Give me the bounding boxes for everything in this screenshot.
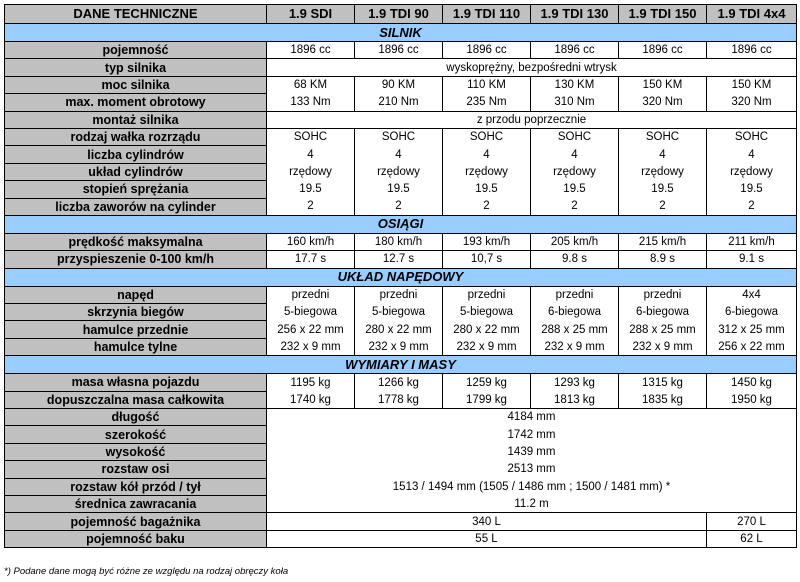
- table-row: [5, 478, 797, 495]
- table-row: [5, 409, 797, 426]
- table-cell: 180 km/h: [355, 233, 443, 250]
- header-cell: 1.9 TDI 130: [531, 5, 619, 24]
- table-cell: SOHC: [443, 128, 531, 145]
- table-cell: przedni: [531, 286, 619, 303]
- table-cell-merged: wyskoprężny, bezpośredni wtrysk: [267, 59, 797, 76]
- table-cell: 19.5: [443, 181, 531, 198]
- table-cell: 1778 kg: [355, 391, 443, 408]
- row-label: liczba zaworów na cylinder: [5, 198, 267, 215]
- table-cell: 215 km/h: [619, 233, 707, 250]
- table-row: [5, 163, 797, 180]
- row-label: rozstaw osi: [5, 461, 267, 478]
- table-cell: 1835 kg: [619, 391, 707, 408]
- table-cell: 270 L: [707, 513, 797, 530]
- table-cell: 1450 kg: [707, 374, 797, 391]
- header-cell: 1.9 SDI: [267, 5, 355, 24]
- table-cell: 19.5: [267, 181, 355, 198]
- table-row: [5, 495, 797, 512]
- header-cell: 1.9 TDI 150: [619, 5, 707, 24]
- table-row: [5, 181, 797, 198]
- table-row: [5, 513, 797, 530]
- table-row: [5, 374, 797, 391]
- row-label: przyspieszenie 0-100 km/h: [5, 251, 267, 268]
- row-label: typ silnika: [5, 59, 267, 76]
- table-cell: 232 x 9 mm: [531, 338, 619, 355]
- table-cell: SOHC: [355, 128, 443, 145]
- table-row: [5, 391, 797, 408]
- section-title-silnik: SILNIK: [5, 24, 797, 42]
- table-cell: 1293 kg: [531, 374, 619, 391]
- table-cell: 256 x 22 mm: [707, 338, 797, 355]
- table-row: [5, 233, 797, 250]
- row-label: stopień sprężania: [5, 181, 267, 198]
- table-cell: 288 x 25 mm: [619, 321, 707, 338]
- table-row: [5, 59, 797, 76]
- table-cell: 6-biegowa: [531, 304, 619, 321]
- row-label: max. moment obrotowy: [5, 94, 267, 111]
- row-label: skrzynia biegów: [5, 304, 267, 321]
- table-row: [5, 321, 797, 338]
- table-cell: 1195 kg: [267, 374, 355, 391]
- header-cell: 1.9 TDI 90: [355, 5, 443, 24]
- table-cell: 256 x 22 mm: [267, 321, 355, 338]
- table-cell: rzędowy: [707, 163, 797, 180]
- table-cell: rzędowy: [355, 163, 443, 180]
- row-label: moc silnika: [5, 76, 267, 93]
- table-cell: 1896 cc: [267, 42, 355, 59]
- footnote: *) Podane dane mogą być różne ze względu na rodzaj obręczy koła: [4, 566, 289, 577]
- section-row: [5, 356, 797, 374]
- table-cell: 19.5: [619, 181, 707, 198]
- table-cell: 1266 kg: [355, 374, 443, 391]
- table-cell: 160 km/h: [267, 233, 355, 250]
- table-cell: SOHC: [531, 128, 619, 145]
- row-label: napęd: [5, 286, 267, 303]
- table-cell-merged: 55 L: [267, 530, 707, 547]
- table-cell: 1259 kg: [443, 374, 531, 391]
- table-row: [5, 76, 797, 93]
- row-label: długość: [5, 409, 267, 426]
- table-row: [5, 338, 797, 355]
- table-cell: 2: [355, 198, 443, 215]
- table-cell: 4x4: [707, 286, 797, 303]
- table-cell: 12.7 s: [355, 251, 443, 268]
- table-cell: 232 x 9 mm: [267, 338, 355, 355]
- table-cell: 9.8 s: [531, 251, 619, 268]
- row-label: masa własna pojazdu: [5, 374, 267, 391]
- table-cell: SOHC: [619, 128, 707, 145]
- section-title-osiagi: OSIĄGI: [5, 215, 797, 233]
- table-cell: 320 Nm: [707, 94, 797, 111]
- table-cell: 19.5: [355, 181, 443, 198]
- table-cell: 4: [707, 146, 797, 163]
- table-cell: 4: [355, 146, 443, 163]
- table-cell: 68 KM: [267, 76, 355, 93]
- row-label: średnica zawracania: [5, 495, 267, 512]
- table-cell: rzędowy: [619, 163, 707, 180]
- table-cell: 232 x 9 mm: [619, 338, 707, 355]
- section-row: [5, 268, 797, 286]
- row-label: wysokość: [5, 443, 267, 460]
- table-cell: 6-biegowa: [707, 304, 797, 321]
- table-cell: 133 Nm: [267, 94, 355, 111]
- table-row: [5, 128, 797, 145]
- table-cell: 211 km/h: [707, 233, 797, 250]
- table-cell: 1315 kg: [619, 374, 707, 391]
- table-cell: 1896 cc: [355, 42, 443, 59]
- table-row: [5, 461, 797, 478]
- table-cell: 320 Nm: [619, 94, 707, 111]
- table-cell: 150 KM: [619, 76, 707, 93]
- table-cell: 5-biegowa: [443, 304, 531, 321]
- table-cell: 10,7 s: [443, 251, 531, 268]
- table-cell: przedni: [443, 286, 531, 303]
- section-title-wymiary: WYMIARY I MASY: [5, 356, 797, 374]
- table-cell: 9.1 s: [707, 251, 797, 268]
- table-cell: 1896 cc: [619, 42, 707, 59]
- table-cell: 1896 cc: [443, 42, 531, 59]
- table-cell: 1950 kg: [707, 391, 797, 408]
- table-cell: 1740 kg: [267, 391, 355, 408]
- header-cell: 1.9 TDI 4x4: [707, 5, 797, 24]
- table-cell: 4: [267, 146, 355, 163]
- table-cell: 1813 kg: [531, 391, 619, 408]
- table-cell: 62 L: [707, 530, 797, 547]
- table-cell: 288 x 25 mm: [531, 321, 619, 338]
- table-row: [5, 42, 797, 59]
- table-cell: 17.7 s: [267, 251, 355, 268]
- table-cell: 310 Nm: [531, 94, 619, 111]
- section-row: [5, 24, 797, 42]
- table-cell: 2: [267, 198, 355, 215]
- table-cell: 280 x 22 mm: [355, 321, 443, 338]
- row-label: rodzaj wałka rozrządu: [5, 128, 267, 145]
- table-cell-merged: 340 L: [267, 513, 707, 530]
- table-cell: 232 x 9 mm: [355, 338, 443, 355]
- table-cell-merged: 2513 mm: [267, 461, 797, 478]
- table-cell-merged: 4184 mm: [267, 409, 797, 426]
- table-cell: 5-biegowa: [355, 304, 443, 321]
- table-cell-merged: 1513 / 1494 mm (1505 / 1486 mm ; 1500 / 1481 mm) *: [267, 478, 797, 495]
- row-label: pojemność baku: [5, 530, 267, 547]
- table-cell: 8.9 s: [619, 251, 707, 268]
- table-cell: rzędowy: [531, 163, 619, 180]
- table-cell-merged: 11.2 m: [267, 495, 797, 512]
- table-cell: 4: [443, 146, 531, 163]
- table-cell: przedni: [355, 286, 443, 303]
- table-cell: 2: [443, 198, 531, 215]
- row-label: montaż silnika: [5, 111, 267, 128]
- table-cell: 1799 kg: [443, 391, 531, 408]
- row-label: prędkość maksymalna: [5, 233, 267, 250]
- table-cell: 4: [531, 146, 619, 163]
- table-cell: rzędowy: [267, 163, 355, 180]
- row-label: pojemność: [5, 42, 267, 59]
- table-cell-merged: z przodu poprzecznie: [267, 111, 797, 128]
- table-cell: przedni: [619, 286, 707, 303]
- table-row: [5, 286, 797, 303]
- table-row: [5, 251, 797, 268]
- table-row: [5, 426, 797, 443]
- table-cell: 6-biegowa: [619, 304, 707, 321]
- table-cell: 2: [531, 198, 619, 215]
- table-cell-merged: 1742 mm: [267, 426, 797, 443]
- table-cell: 280 x 22 mm: [443, 321, 531, 338]
- header-row: [5, 5, 797, 24]
- table-cell: 90 KM: [355, 76, 443, 93]
- table-cell: 1896 cc: [531, 42, 619, 59]
- table-row: [5, 198, 797, 215]
- table-cell: 232 x 9 mm: [443, 338, 531, 355]
- row-label: hamulce tylne: [5, 338, 267, 355]
- table-row: [5, 94, 797, 111]
- table-row: [5, 304, 797, 321]
- table-row: [5, 530, 797, 547]
- table-cell: 130 KM: [531, 76, 619, 93]
- table-cell: przedni: [267, 286, 355, 303]
- table-cell: 2: [707, 198, 797, 215]
- table-cell: 19.5: [707, 181, 797, 198]
- header-cell: DANE TECHNICZNE: [5, 5, 267, 24]
- row-label: szerokość: [5, 426, 267, 443]
- row-label: dopuszczalna masa całkowita: [5, 391, 267, 408]
- row-label: układ cylindrów: [5, 163, 267, 180]
- table-cell: SOHC: [707, 128, 797, 145]
- table-cell: 210 Nm: [355, 94, 443, 111]
- table-cell: 205 km/h: [531, 233, 619, 250]
- table-row: [5, 443, 797, 460]
- header-cell: 1.9 TDI 110: [443, 5, 531, 24]
- row-label: hamulce przednie: [5, 321, 267, 338]
- table-cell-merged: 1439 mm: [267, 443, 797, 460]
- spec-table: [4, 4, 797, 548]
- row-label: pojemność bagażnika: [5, 513, 267, 530]
- table-cell: 110 KM: [443, 76, 531, 93]
- table-cell: 235 Nm: [443, 94, 531, 111]
- table-row: [5, 146, 797, 163]
- table-row: [5, 111, 797, 128]
- section-title-uklad: UKŁAD NAPĘDOWY: [5, 268, 797, 286]
- table-cell: 193 km/h: [443, 233, 531, 250]
- section-row: [5, 215, 797, 233]
- table-cell: 19.5: [531, 181, 619, 198]
- table-cell: rzędowy: [443, 163, 531, 180]
- table-cell: 4: [619, 146, 707, 163]
- table-cell: 150 KM: [707, 76, 797, 93]
- row-label: rozstaw kół przód / tył: [5, 478, 267, 495]
- table-cell: 1896 cc: [707, 42, 797, 59]
- row-label: liczba cylindrów: [5, 146, 267, 163]
- table-cell: 5-biegowa: [267, 304, 355, 321]
- table-cell: SOHC: [267, 128, 355, 145]
- table-cell: 2: [619, 198, 707, 215]
- table-cell: 312 x 25 mm: [707, 321, 797, 338]
